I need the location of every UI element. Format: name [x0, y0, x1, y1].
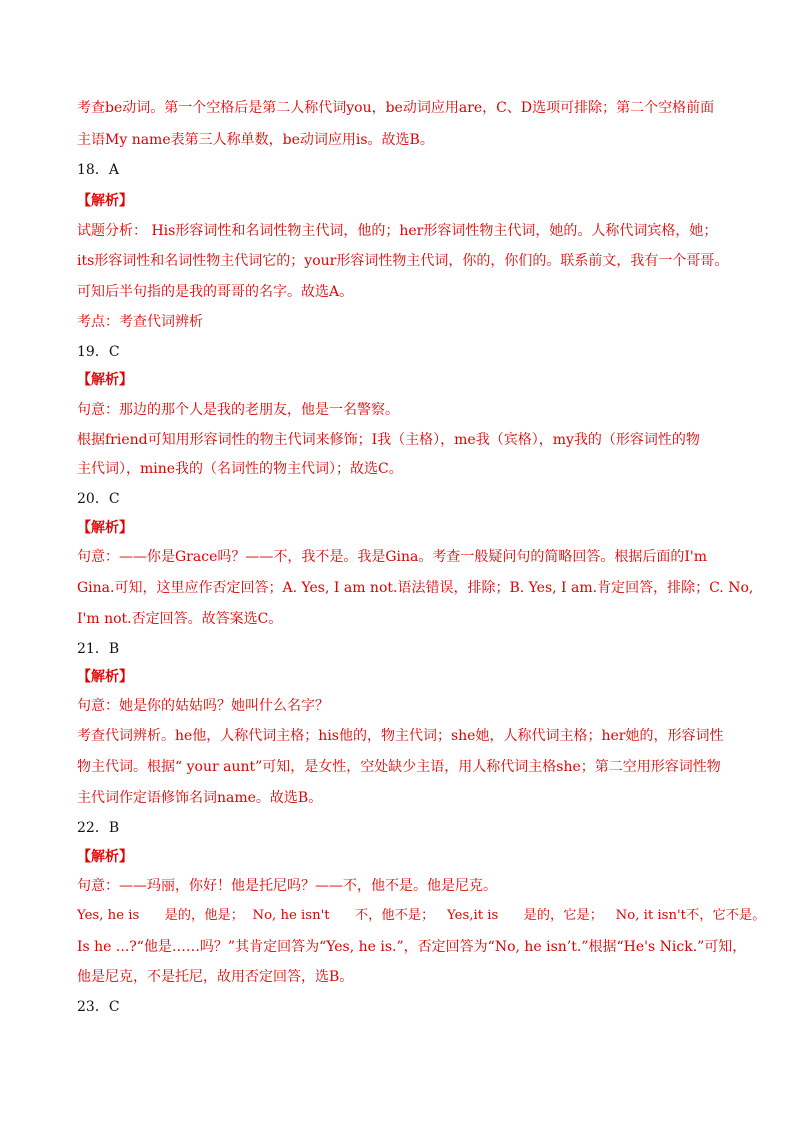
text-line: 物主代词。根据“ your aunt”可知，是女性，空处缺少主语，用人称代词主格she；第二空用形容词性物 [77, 759, 721, 775]
text-line: 可知后半句指的是我的哥哥的名字。故选A。 [77, 284, 354, 300]
text-line: 考查be动词。第一个空格后是第二人称代词you，be动词应用are，C、D选项可排除；第二个空格前面 [77, 100, 715, 116]
question-number: 23．C [77, 999, 120, 1015]
text-line: 他是尼克，不是托尼，故用否定回答，选B。 [77, 969, 354, 985]
analysis-heading: 【解析】 [77, 193, 133, 209]
question-number: 21．B [77, 641, 120, 657]
analysis-heading: 【解析】 [77, 520, 133, 536]
analysis-heading: 【解析】 [77, 372, 133, 388]
text-line: 主代词），mine我的（名词性的物主代词）；故选C。 [77, 461, 403, 477]
text-line: 根据friend可知用形容词性的物主代词来修饰；I我（主格），me我（宾格），my我的（形容词性的物 [77, 432, 700, 448]
text-line: its形容词性和名词性物主代词它的；your形容词性物主代词，你的，你们的。联系前文，我有一个哥哥。 [77, 253, 729, 269]
text-line: 句意：——玛丽，你好！他是托尼吗？——不，他不是。他是尼克。 [77, 878, 497, 894]
text-line: Yes, he is 是的，他是； No, he isn't 不，他不是； Yes,it is 是的，它是； No, it isn't不，它不是。 [77, 908, 766, 923]
question-number: 22．B [77, 820, 120, 836]
question-number: 18．A [77, 162, 119, 178]
analysis-heading: 【解析】 [77, 669, 133, 685]
text-line: 句意：——你是Grace吗？——不，我不是。我是Gina。考查一般疑问句的简略回答。根据后面的I'm [77, 549, 708, 565]
analysis-heading: 【解析】 [77, 849, 133, 865]
text-line: 句意：那边的那个人是我的老朋友，他是一名警察。 [77, 402, 399, 418]
text-line: 主语My name表第三人称单数，be动词应用is。故选B。 [77, 132, 434, 148]
text-line: Is he ...?“他是……吗？”其肯定回答为“Yes, he is.”，否定回答为“No, he isn’t.”根据“He's Nick.”可知， [77, 939, 747, 955]
question-number: 20．C [77, 491, 120, 507]
text-line: 主代词作定语修饰名词name。故选B。 [77, 790, 323, 806]
text-line: 考查代词辨析。he他，人称代词主格；his他的，物主代词；she她，人称代词主格；her她的，形容词性 [77, 728, 724, 744]
question-number: 19．C [77, 344, 120, 360]
text-line: 试题分析： His形容词性和名词性物主代词，他的；her形容词性物主代词，她的。人称代词宾格，她； [77, 223, 718, 239]
text-line: Gina.可知，这里应作否定回答；A. Yes, I am not.语法错误，排除；B. Yes, I am.肯定回答，排除；C. No, [77, 580, 754, 596]
text-line: I'm not.否定回答。故答案选C。 [77, 611, 283, 627]
text-line: 句意：她是你的姑姑吗？她叫什么名字？ [77, 698, 329, 714]
text-line: 考点：考查代词辨析 [77, 314, 203, 330]
